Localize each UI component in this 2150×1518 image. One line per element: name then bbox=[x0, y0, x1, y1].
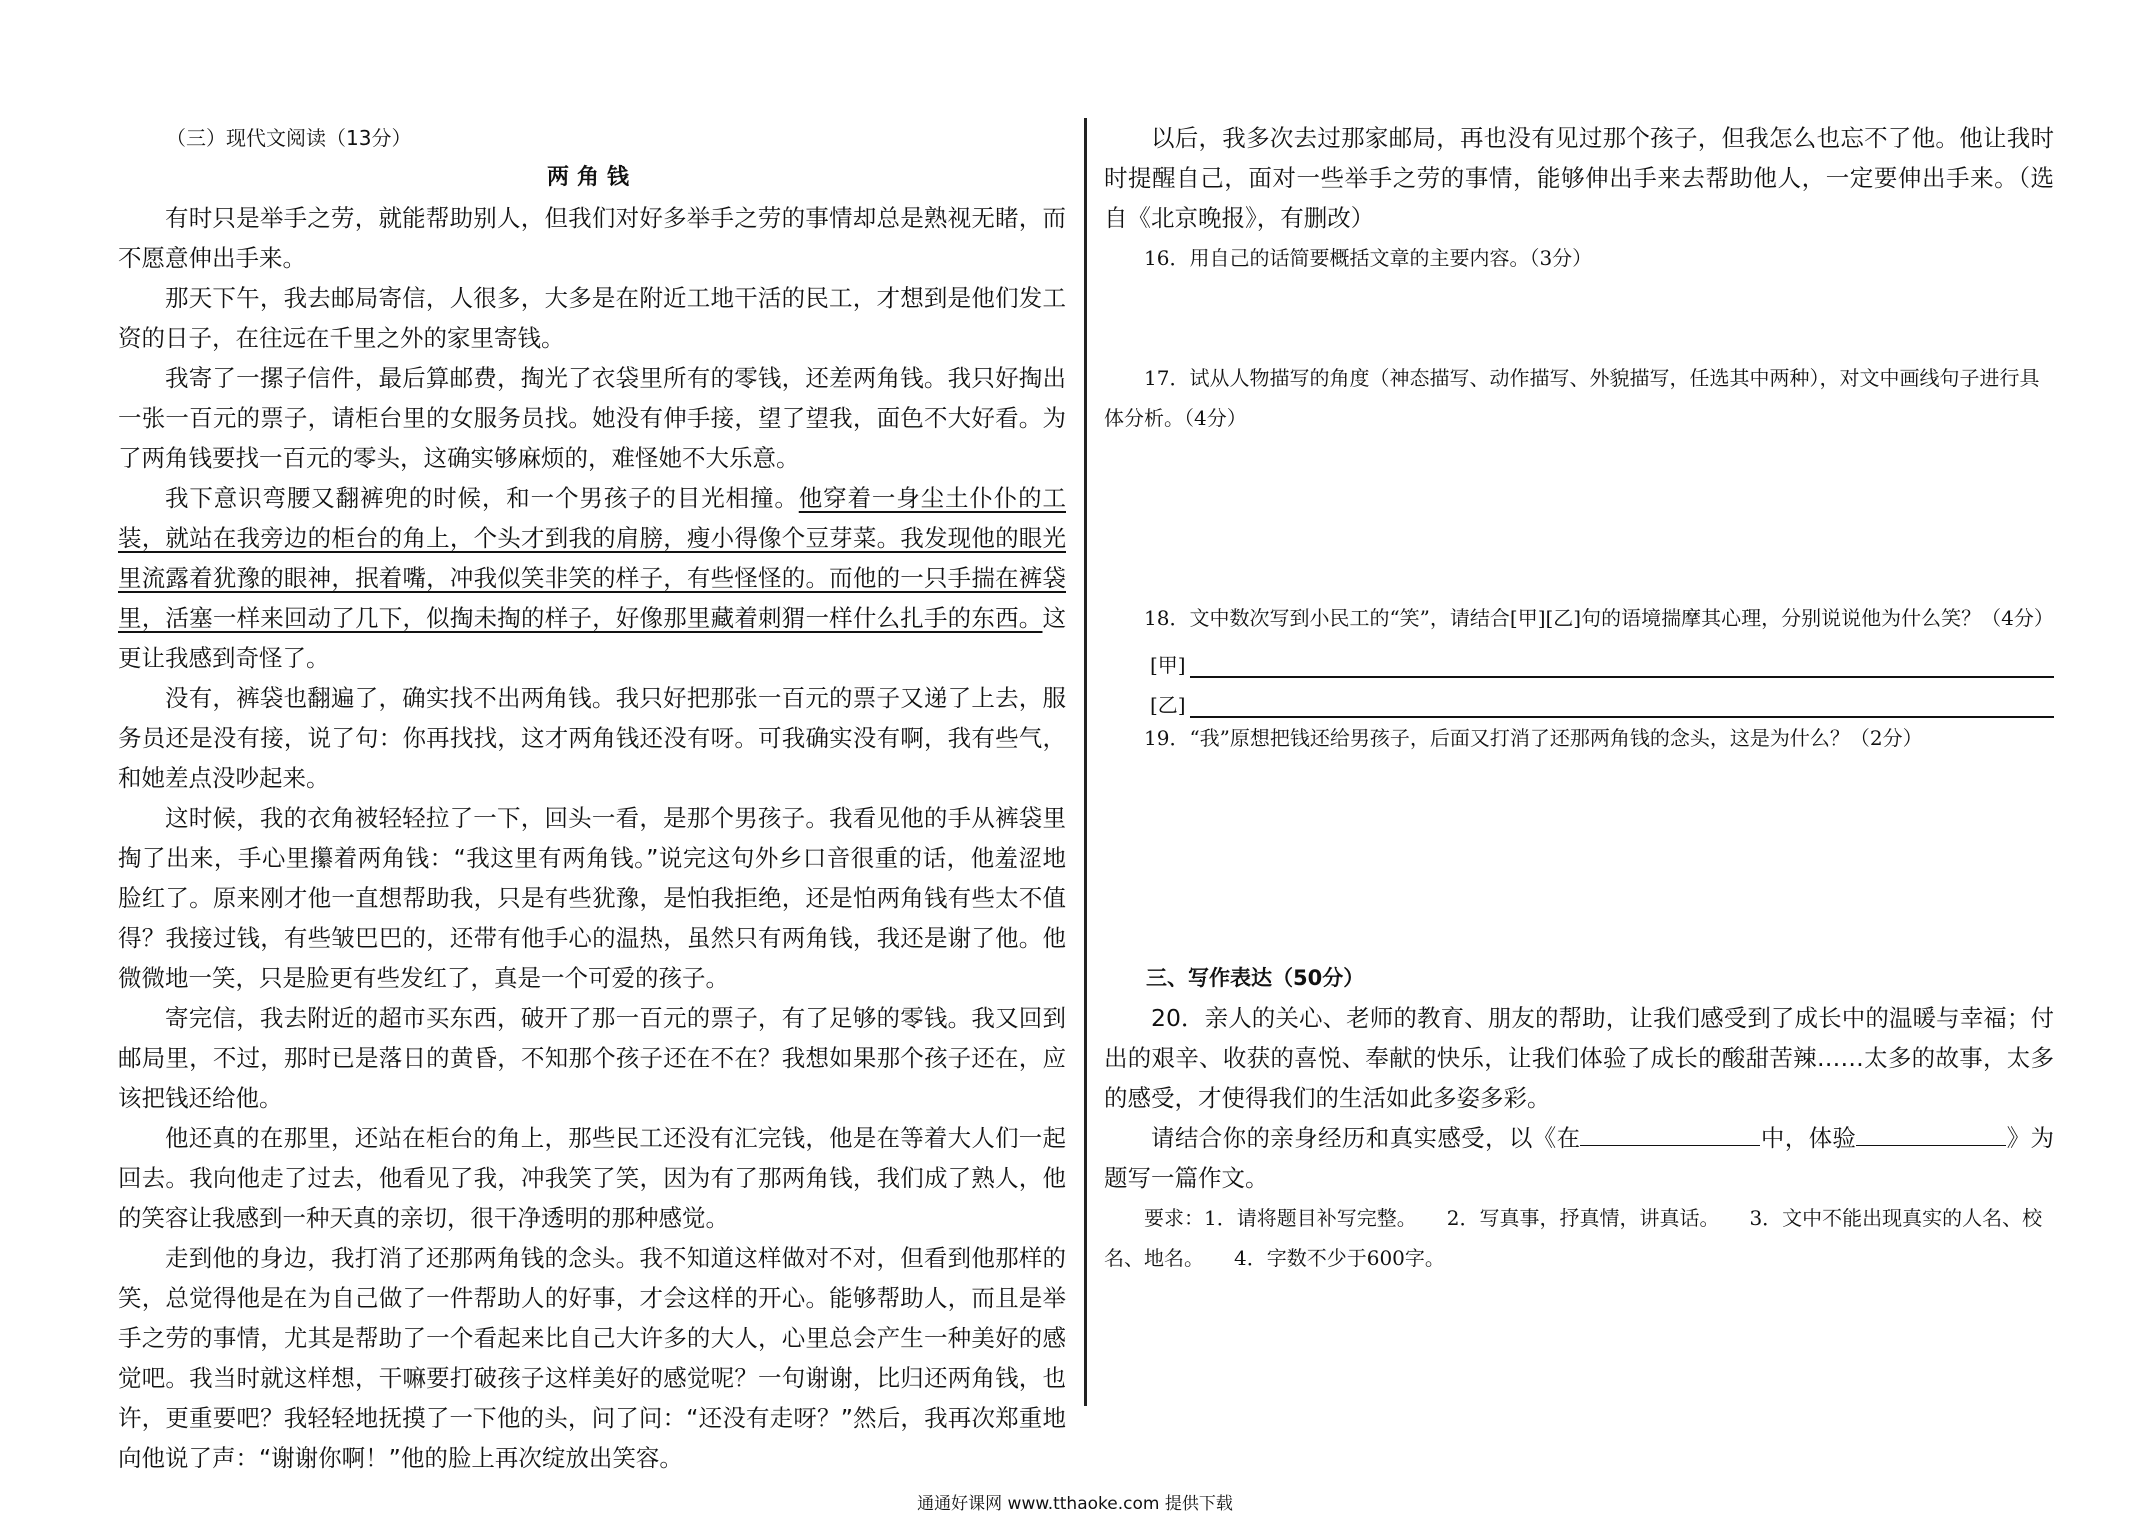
requirements: 要求：1．请将题目补写完整。 2．写真事，抒真情，讲真话。 3．文中不能出现真实的人名、校名、地名。 4．字数不少于600字。 bbox=[1104, 1206, 2043, 1270]
paragraph-4-tail: 这更让我感到奇怪了。 bbox=[118, 604, 1066, 672]
closing-paragraph: 以后，我多次去过那家邮局，再也没有见过那个孩子，但我怎么也忘不了他。他让我时时提醒自己，面对一些举手之劳的事情，能够伸出手来去帮助他人，一定要伸出手来。（选自《北京晚报》，有删改） bbox=[1104, 124, 2054, 232]
answer-space-19[interactable] bbox=[1104, 758, 2054, 958]
underlined-sentence: 他穿着一身尘土仆仆的工装，就站在我旁边的柜台的角上，个头才到我的肩膀，瘦小得像个豆芽菜。我发现他的眼光里流露着犹豫的眼神，抿着嘴，冲我似笑非笑的样子，有些怪怪的。而他的一只手揣在裤袋里，活塞一样来回动了几下，似掏未掏的样子，好像那里藏着刺猬一样什么扎手的东西。 bbox=[118, 484, 1066, 632]
blank-yi[interactable] bbox=[1190, 688, 2054, 718]
right-column bbox=[1104, 118, 2054, 1278]
paragraph-3: 我寄了一摞子信件，最后算邮费，掏光了衣袋里所有的零钱，还差两角钱。我只好掏出一张一百元的票子，请柜台里的女服务员找。她没有伸手接，望了望我，面色不大好看。为了两角钱要找一百元的零头，这确实够麻烦的，难怪她不大乐意。 bbox=[118, 364, 1066, 472]
paragraph-5: 没有，裤袋也翻遍了，确实找不出两角钱。我只好把那张一百元的票子又递了上去，服务员还是没有接，说了句：你再找找，这才两角钱还没有呀。可我确实没有啊，我有些气，和她差点没吵起来。 bbox=[118, 684, 1066, 792]
question-18: 18．文中数次写到小民工的“笑”，请结合[甲][乙]句的语境揣摩其心理，分别说说他为什么笑？（4分） bbox=[1144, 606, 2054, 630]
answer-line-jia[interactable] bbox=[1104, 638, 2054, 678]
paragraph-2: 那天下午，我去邮局寄信，人很多，大多是在附近工地干活的民工，才想到是他们发工资的日子，在往远在千里之外的家里寄钱。 bbox=[118, 284, 1066, 352]
article-title: 两角钱 bbox=[546, 165, 637, 190]
title-blank-2[interactable] bbox=[1856, 1121, 2006, 1146]
answer-space-17[interactable] bbox=[1104, 438, 2054, 598]
paragraph-4-lead: 我下意识弯腰又翻裤兜的时候，和一个男孩子的目光相撞。 bbox=[165, 484, 799, 512]
essay-prompt bbox=[1104, 1118, 2054, 1198]
paragraph-6: 这时候，我的衣角被轻轻拉了一下，回头一看，是那个男孩子。我看见他的手从裤袋里掏了出来，手心里攥着两角钱：“我这里有两角钱。”说完这句外乡口音很重的话，他羞涩地脸红了。原来刚才他一直想帮助我，只是有些犹豫，是怕我拒绝，还是怕两角钱有些太不值得？我接过钱，有些皱巴巴的，还带有他手心的温热，虽然只有两角钱，我还是谢了他。他微微地一笑，只是脸更有些发红了，真是一个可爱的孩子。 bbox=[118, 804, 1066, 992]
paragraph-7: 寄完信，我去附近的超市买东西，破开了那一百元的票子，有了足够的零钱。我又回到邮局里，不过，那时已是落日的黄昏，不知那个孩子还在不在？我想如果那个孩子还在，应该把钱还给他。 bbox=[118, 1004, 1066, 1112]
left-column bbox=[118, 118, 1066, 1478]
paragraph-8: 他还真的在那里，还站在柜台的角上，那些民工还没有汇完钱，他是在等着大人们一起回去。我向他走了过去，他看见了我，冲我笑了笑，因为有了那两角钱，我们成了熟人，他的笑容让我感到一种天真的亲切，很干净透明的那种感觉。 bbox=[118, 1124, 1066, 1232]
blank-jia[interactable] bbox=[1190, 648, 2054, 678]
title-blank-1[interactable] bbox=[1580, 1121, 1760, 1146]
prompt-part-c: 》为题写一篇作文。 bbox=[1104, 1124, 2055, 1192]
answer-space-16[interactable] bbox=[1104, 278, 2054, 358]
question-19: 19．“我”原想把钱还给男孩子，后面又打消了还那两角钱的念头，这是为什么？（2分） bbox=[1144, 726, 1923, 750]
answer-line-yi[interactable] bbox=[1104, 678, 2054, 718]
question-17: 17．试从人物描写的角度（神态描写、动作描写、外貌描写，任选其中两种），对文中画线句子进行具体分析。（4分） bbox=[1104, 366, 2040, 430]
footer-source: 通通好课网 www.tthaoke.com 提供下载 bbox=[917, 1494, 1233, 1514]
prompt-part-b: 中，体验 bbox=[1760, 1124, 1857, 1152]
paragraph-1: 有时只是举手之劳，就能帮助别人，但我们对好多举手之劳的事情却总是熟视无睹，而不愿意伸出手来。 bbox=[118, 204, 1066, 272]
column-divider bbox=[1084, 118, 1087, 1406]
paragraph-9: 走到他的身边，我打消了还那两角钱的念头。我不知道这样做对不对，但看到他那样的笑，总觉得他是在为自己做了一件帮助人的好事，才会这样的开心。能够帮助人，而且是举手之劳的事情，尤其是帮助了一个看起来比自己大许多的大人，心里总会产生一种美好的感觉吧。我当时就这样想，干嘛要打破孩子这样美好的感觉呢？一句谢谢，比归还两角钱，也许，更重要吧？我轻轻地抚摸了一下他的头，问了问：“还没有走呀？”然后，我再次郑重地向他说了声：“谢谢你啊！”他的脸上再次绽放出笑容。 bbox=[118, 1244, 1066, 1472]
prompt-part-a: 请结合你的亲身经历和真实感受，以《在 bbox=[1151, 1124, 1581, 1152]
question-20: 20．亲人的关心、老师的教育、朋友的帮助，让我们感受到了成长中的温暖与幸福；付出的艰辛、收获的喜悦、奉献的快乐，让我们体验了成长的酸甜苦辣……太多的故事，太多的感受，才使得我们的生活如此多姿多彩。 bbox=[1104, 1004, 2054, 1112]
section-title: （三）现代文阅读（13分） bbox=[166, 126, 412, 150]
writing-section-title: 三、写作表达（50分） bbox=[1146, 966, 1365, 990]
question-16: 16．用自己的话简要概括文章的主要内容。（3分） bbox=[1144, 246, 1593, 270]
label-jia: [甲] bbox=[1150, 653, 1186, 677]
paragraph-4 bbox=[118, 478, 1066, 678]
label-yi: [乙] bbox=[1150, 693, 1186, 717]
